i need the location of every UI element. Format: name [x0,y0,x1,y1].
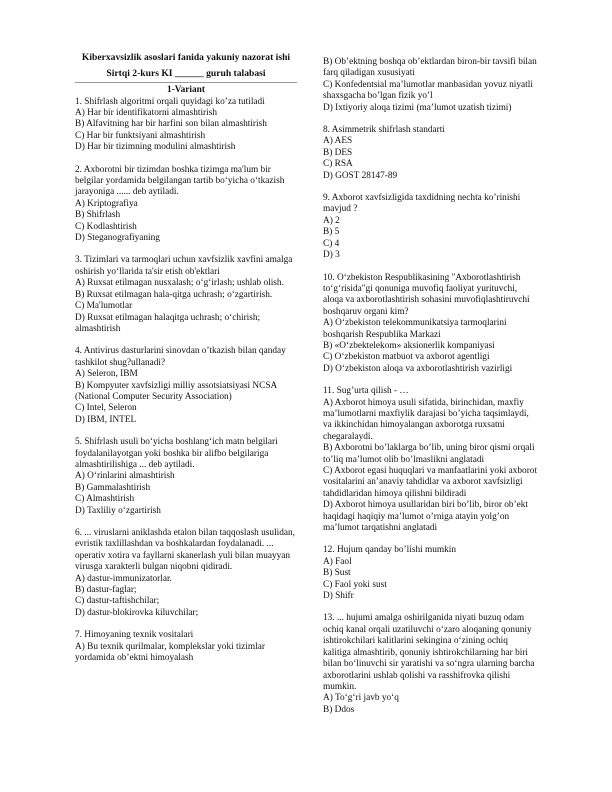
question-text: 2. Axborotni bir tizimdan boshka tizimga ma'lum bir belgilar yordamida belgilangan tartib bo‘yicha o‘tkazish jarayoniga ...... deb aytiladi. [75,164,285,198]
question-block [75,165,297,245]
question-text: 5. Shifrlash usuli bo‘yicha boshlang‘ich matn belgilari foydalanilayotgan yoki boshka bir alifbo belgilariga almashtirilishiga ... deb aytiladi. [75,437,278,470]
answer-option: C) Konfedentsial ma’lumotlar manbasidan yovuz niyatli shaxsgacha bo’lgan fizik yo’l [323,79,533,102]
answer-option: B) «O‘zbektelekom» aksionerlik kompaniyasi [323,340,495,351]
answer-option: C) Axborot egasi huquqlari va manfaatlarini yoki axborot vositalarini an’anaviy tahdidlar va axborot xavfsizligi tahdidlaridan himoya qilishni bildiradi [323,466,538,499]
question-block [75,346,297,426]
question-text: 10. O‘zbekiston Respublikasining "Axborotlashtirish to‘g‘risida"gi qonuniga muvofiq faoliyat yurituvchi, aloqa va axborotlashtirish sohasini muvofiqlashtiruvchi boshqaruv organi kim? [323,272,530,317]
answer-option: B) Kompyuter xavfsizligi milliy assotsiatsiyasi NCSA (National Computer Security Association) [75,380,277,402]
answer-option: B) Axborotni bo’laklarga bo’lib, uning biror qismi orqali to’liq ma’lumot olib bo’lmaslikni anglatadi [323,443,535,465]
question-text: 8. Asimmetrik shifrlash standarti [323,125,445,136]
document-header [75,52,297,79]
question-text: 3. Tizimlari va tarmoqlari uchun xavfsizlik xavfini amalga oshirish yo‘llarida ta'sir etish ob'ektlari [75,255,293,277]
answer-option: A) AES [323,136,353,147]
left-question-list [75,97,297,665]
question-block [323,386,538,534]
answer-option: D) Ruxsat etilmagan halaqitga uchrash; o‘chirish; almashtirish [75,312,261,334]
answer-option: A) Seleron, IBM [75,369,138,380]
variant-label: 1-Variant [167,85,205,96]
answer-option: B) 5 [323,227,340,238]
question-block [323,57,538,114]
answer-option: A) O‘rinlarini almashtirish [75,471,175,482]
right-question-list [323,57,538,716]
answer-option: C) Faol yoki sust [323,579,387,590]
question-block [75,97,297,154]
left-column [75,52,297,675]
answer-option: C) Kodlashtirish [75,221,137,232]
answer-option: A) Bu texnik qurilmalar, komplekslar yoki tizimlar yordamida ob’ektni himoyalash [75,641,265,664]
question-block [75,255,297,335]
answer-option: C) Har bir funktsiyani almashtirish [75,130,206,141]
answer-option: B) Ddos [323,704,355,715]
answer-option: D) Shifr [323,591,354,602]
answer-option: D) Taxliliy o‘zgartirish [75,505,161,516]
answer-option: D) Ixtiyoriy aloqa tizimi (ma’lumot uzatish tizimi) [323,102,512,113]
question-block [323,125,538,182]
answer-option: B) Sust [323,568,351,579]
answer-option: A) O‘zbekiston telekommunikatsiya tarmoqlarini boshqarish Respublika Markazi [323,318,507,340]
answer-option: B) DES [323,147,353,158]
question-text: 9. Axborot xavfsizligida taxdidning nechta ko’rinishi mavjud ? [323,193,521,215]
answer-option: D) Axborot himoya usullaridan biri bo’lib, biror ob’ekt haqidagi haqiqiy ma’lumot o’rniga atayin yolg’on ma’lumot tarqatishni anglatadi [323,500,529,534]
answer-option: A) 2 [323,215,340,226]
header-divider [75,82,297,83]
question-text: 1. Shifrlash algoritmi orqali quyidagi ko’za tutiladi [75,96,265,107]
question-text: 6. ... viruslarni aniklashda etalon bilan taqqoslash usulidan, evristik taxlillashdan va boshkalardan foydalanadi. ... operativ xotira va fayllarni skanerlash yuli bilan muayyan virusga xarakterli bulgan niqobni qidiradi. [75,528,295,573]
student-line: Sirtqi 2-kurs KI ______ guruh talabasi [106,67,266,79]
answer-option: D) Steganografiyaning [75,233,160,244]
answer-option: B) Alfavitning har bir harfini son bilan almashtirish [75,119,267,130]
answer-option: C) Ma'lumotlar [75,301,133,312]
question-text: 12. Hujum qanday bo’lishi mumkin [323,545,456,556]
question-block [323,273,538,376]
answer-option: D) IBM, INTEL [75,414,137,425]
answer-option: B) Ob’ektning boshqa ob’ektlardan biron-bir tavsifi bilan farq qiladigan xususiyati [323,57,537,79]
question-block [75,528,297,619]
question-block [323,613,538,716]
answer-option: C) RSA [323,159,353,170]
answer-option: B) Gammalashtirish [75,482,151,493]
answer-option: C) Intel, Seleron [75,403,137,414]
question-text: 13. ... hujumi amalga oshirilganida niyati buzuq odam ochiq kanal orqali uzatiluvchi o‘zaro aloqaning qonuniy ishtirokchilari kalitlarini sekingina o‘zining ochiq kalitiga almashtirib, qonuniy ishtirokchilarning har biri bilan bo‘linuvchi sir yaratishi va so‘ngra ularning barcha axborotlarini ushlab qolishi va rasshifrovka qilishi mumkin. [323,613,535,692]
answer-option: A) Ruxsat etilmagan nusxalash; o‘g‘irlash; ushlab olish. [75,278,284,289]
answer-option: C) dastur-taftishchilar; [75,596,160,607]
answer-option: B) Shifrlash [75,210,121,221]
question-block [323,545,538,602]
answer-option: A) Axborot himoya usuli sifatida, birinchidan, maxfiy ma’lumotlarni maxfiylik darajasi bo’yicha taqsimlaydi, va ikkinchidan himoyalangan axborotga ruxsatni chegaralaydi. [323,397,529,442]
question-text: 11. Sug’urta qilish - … [323,386,409,397]
answer-option: D) O‘zbekiston aloqa va axborotlashtirish vazirligi [323,363,513,374]
answer-option: D) dastur-blokirovka kiluvchilar; [75,607,199,618]
question-text: 4. Antivirus dasturlarini sinovdan o’tkazish bilan qanday tashkilot shug?ullanadi? [75,346,286,368]
answer-option: B) Ruxsat etilmagan hala-qitga uchrash; o‘zgartirish. [75,289,273,300]
answer-option: A) Kriptografiya [75,198,138,209]
question-text: 7. Himoyaning texnik vositalari [75,630,194,641]
answer-option: A) Har bir identifikatorni almashtirish [75,108,217,118]
answer-option: C) Almashtirish [75,494,135,505]
right-column [323,57,538,727]
answer-option: C) O‘zbekiston matbuot va axborot agentligi [323,352,490,363]
answer-option: D) 3 [323,250,340,261]
answer-option: D) GOST 28147-89 [323,170,398,181]
answer-option: A) Faol [323,556,352,567]
question-block [75,630,297,664]
answer-option: C) 4 [323,238,340,249]
document-title: Kiberxavsizlik asoslari fanida yakuniy nazorat ishi [81,52,291,63]
answer-option: D) Har bir tizimning modulini almashtirish [75,142,236,153]
answer-option: A) To‘g‘ri javb yo‘q [323,693,399,704]
question-block [323,193,538,261]
question-block [75,437,297,517]
answer-option: A) dastur-immunizatorlar. [75,573,172,584]
answer-option: B) dastur-faglar; [75,585,137,596]
